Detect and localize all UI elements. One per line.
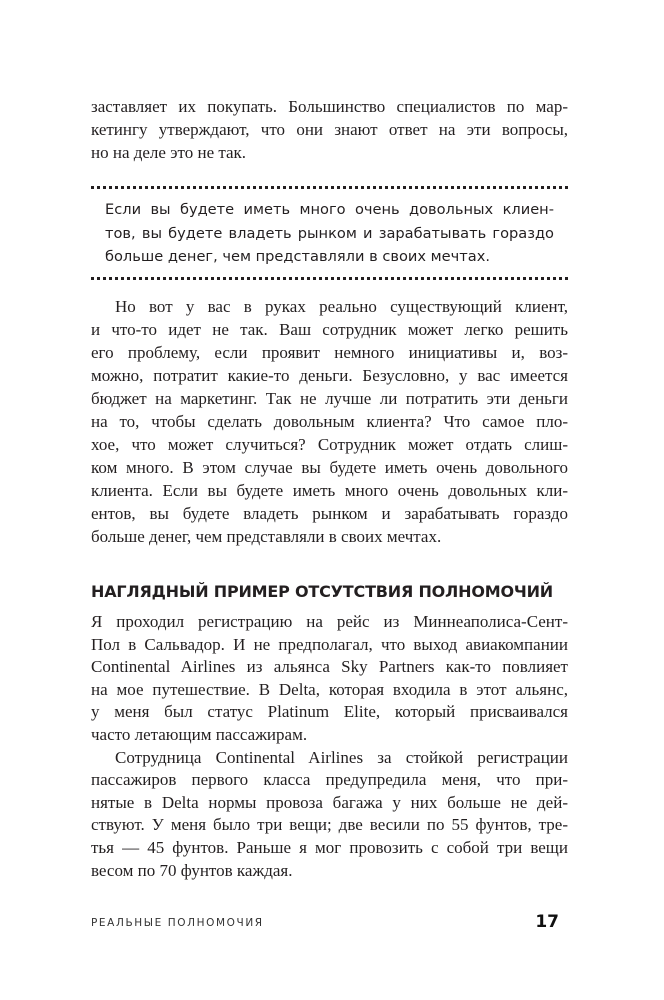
text-line: тов, вы будете владеть рынком и зарабатывать гораздо [105, 224, 554, 242]
text-line: кетингу утверждают, что они знают ответ на эти вопросы, [91, 120, 568, 139]
text-line: и что-то идет не так. Ваш сотрудник может легко решить [91, 320, 568, 339]
text-line: Пол в Сальвадор. И не предполагал, что выход авиакомпании [91, 634, 568, 654]
pull-quote [91, 186, 568, 280]
page-number: 17 [535, 912, 559, 932]
text-line: на то, чтобы сделать довольным клиента? Что самое пло- [91, 412, 568, 431]
text-line: на мое путешествие. В Delta, которая входила в этот альянс, [91, 679, 568, 699]
text-line: ком много. В этом случае вы будете иметь очень довольного [91, 458, 568, 477]
text-line: больше денег, чем представляли в своих мечтах. [105, 248, 490, 265]
text-line: Но вот у вас в руках реально существующий клиент, [115, 297, 568, 316]
paragraph [91, 295, 568, 548]
text-line: клиента. Если вы будете иметь много очень довольных кли- [91, 481, 568, 500]
text-line: можно, потратит какие-то деньги. Безусловно, у вас имеется [91, 366, 568, 385]
section-heading: НАГЛЯДНЫЙ ПРИМЕР ОТСУТСТВИЯ ПОЛНОМОЧИЙ [91, 582, 553, 601]
paragraph [91, 611, 568, 747]
text-line: пассажиров первого класса предупредила меня, что при- [91, 770, 568, 790]
text-line: ствуют. У меня было три вещи; две весили по 55 фунтов, тре- [91, 815, 568, 835]
text-line: весом по 70 фунтов каждая. [91, 860, 293, 880]
text-line: хое, что может случиться? Сотрудник может отдать слиш- [91, 435, 568, 454]
text-line: ентов, вы будете владеть рынком и зарабатывать гораздо [91, 504, 568, 523]
text-line: тья — 45 фунтов. Раньше я мог провозить с собой три вещи [91, 837, 568, 857]
text-line: Если вы будете иметь много очень довольных клиен- [105, 201, 554, 218]
text-line: Я проходил регистрацию на рейс из Миннеаполиса-Сент- [91, 612, 568, 631]
paragraph-group [91, 611, 568, 882]
text-line: но на деле это не так. [91, 143, 247, 162]
paragraph-continued [91, 95, 568, 164]
text-line: бюджет на маркетинг. Так не лучше ли потратить эти деньги [91, 389, 568, 408]
text-line: заставляет их покупать. Большинство специалистов по мар- [91, 97, 568, 116]
paragraph [91, 747, 568, 883]
text-line: Continental Airlines из альянса Sky Partners как-то повлияет [91, 657, 568, 677]
text-line: у меня был статус Platinum Elite, который присваивался [91, 702, 568, 722]
text-line: больше денег, чем представляли в своих мечтах. [91, 527, 442, 546]
text-line: часто летающим пассажирам. [91, 724, 308, 744]
dotted-rule-bottom [91, 277, 568, 280]
text-line: нятые в Delta нормы провоза багажа у них больше не дей- [91, 792, 568, 812]
text-line: Сотрудница Continental Airlines за стойкой регистрации [115, 747, 568, 767]
pull-quote-text [91, 189, 568, 277]
text-line: его проблему, если проявит немного инициативы и, воз- [91, 343, 568, 362]
running-title: РЕАЛЬНЫЕ ПОЛНОМОЧИЯ [91, 917, 264, 929]
